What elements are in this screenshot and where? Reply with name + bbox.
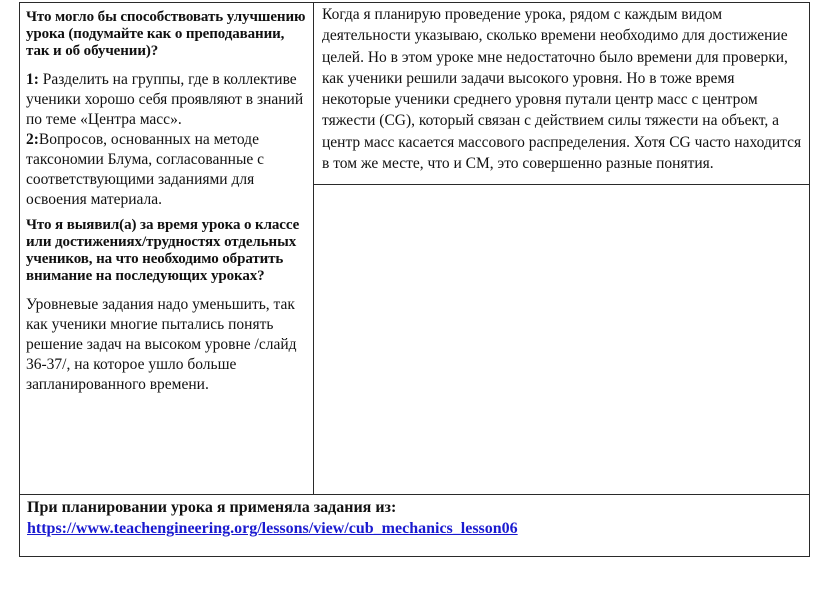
observations-question: Что я выявил(а) за время урока о классе или достижениях/трудностях отдельных учеников, на что необходимо обратить внимание на последующих уроках? bbox=[26, 217, 300, 284]
item-1-number: 1: bbox=[26, 71, 39, 88]
observations-answer: Уровневые задания надо уменьшить, так как ученики многие пытались понять решение задач на высоком уровне /слайд 36-37/, на которое ушло больше запланированного времени. bbox=[26, 296, 297, 393]
bottom-row-divider bbox=[19, 494, 810, 495]
improvement-item-1 bbox=[26, 70, 310, 130]
item-2-number: 2: bbox=[26, 131, 39, 148]
lesson-link[interactable]: https://www.teachengineering.org/lessons/view/cub_mechanics_lesson06 bbox=[27, 520, 518, 537]
right-top-cell bbox=[322, 4, 804, 174]
table-border-right bbox=[809, 2, 810, 556]
improvement-question: Что могло бы способствовать улучшению урока (подумайте как о преподавании, так и об обучении)? bbox=[26, 9, 306, 59]
improvement-item-2 bbox=[26, 130, 310, 210]
table-border-top bbox=[19, 2, 810, 3]
left-cell bbox=[26, 9, 310, 395]
table-border-bottom bbox=[19, 556, 810, 557]
bottom-cell bbox=[27, 497, 807, 540]
table-border-left bbox=[19, 2, 20, 556]
reflection-text: Когда я планирую проведение урока, рядом с каждым видом деятельности указываю, сколько времени необходимо для достижение целей. Но в этом уроке мне недостаточно было времени для проверки, как ученики решили задачи высокого уровня. Но в тоже время некоторые ученики среднего уровня путали центр масс с центром тяжести (CG), который связан с действием силы тяжести на объект, а центр масс касается массового распределения. Хотя CG часто находится в том же месте, что и CM, это совершенно разные понятия. bbox=[322, 6, 802, 173]
planning-source-label: При планировании урока я применяла задания из: bbox=[27, 499, 397, 516]
right-bottom-cell bbox=[314, 185, 809, 494]
item-2-text: Вопросов, основанных на методе таксономии Блума, согласованные с соответствующими заданиями для освоения материала. bbox=[26, 131, 265, 208]
item-1-text: Разделить на группы, где в коллективе ученики хорошо себя проявляют в знаний по теме «Центра масс». bbox=[26, 71, 304, 128]
